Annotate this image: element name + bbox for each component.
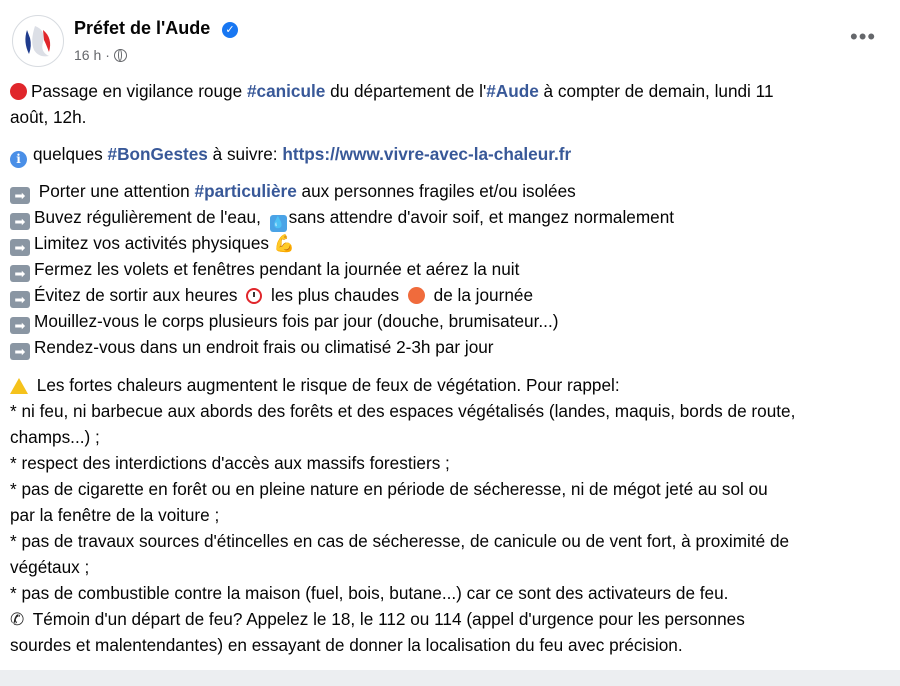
text: aux personnes fragiles et/ou isolées	[296, 181, 576, 201]
hashtag-aude[interactable]: #Aude	[486, 81, 539, 101]
text: du département de l'	[325, 81, 487, 101]
warning-line-4: * respect des interdictions d'accès aux massifs forestiers ;	[10, 453, 450, 473]
post-meta	[74, 47, 127, 63]
bullet-7	[10, 334, 494, 360]
bullet-6	[10, 308, 558, 334]
prefecture-logo-icon	[13, 16, 63, 66]
text: de la journée	[428, 285, 534, 305]
text: Passage en vigilance rouge	[31, 81, 247, 101]
post-time[interactable]: 16 h	[74, 47, 102, 63]
verified-badge-icon: ✓	[222, 22, 238, 38]
text: quelques	[33, 144, 108, 164]
right-arrow-icon: ➡	[10, 291, 30, 308]
page-avatar[interactable]	[12, 15, 64, 67]
right-arrow-icon: ➡	[10, 187, 30, 204]
bullet-3	[10, 230, 295, 257]
text: Limitez vos activités physiques	[34, 233, 274, 253]
warning-line-11: sourdes et malentendantes) en essayant de donner la localisation du feu avec précision.	[10, 635, 683, 655]
text: Fermez les volets et fenêtres pendant la journée et aérez la nuit	[34, 259, 520, 279]
text: sans attendre d'avoir soif, et mangez normalement	[288, 207, 675, 227]
red-circle-icon	[10, 83, 27, 100]
post-line-1	[10, 78, 774, 104]
text: Mouillez-vous le corps plusieurs fois par jour (douche, brumisateur...)	[34, 311, 559, 331]
bullet-5	[10, 282, 533, 308]
text: à suivre:	[207, 144, 283, 164]
bullet-1	[10, 178, 576, 204]
warning-line-7: * pas de travaux sources d'étincelles en cas de sécheresse, de canicule ou de vent fort, à proximité de	[10, 531, 790, 551]
right-arrow-icon: ➡	[10, 265, 30, 282]
warning-line-6: par la fenêtre de la voiture ;	[10, 505, 220, 525]
water-icon: 💧	[270, 215, 287, 232]
text: à compter de demain, lundi 11	[538, 81, 774, 101]
hashtag-bongestes[interactable]: #BonGestes	[107, 144, 208, 164]
text: Les fortes chaleurs augmentent le risque de feux de végétation. Pour rappel:	[32, 375, 620, 395]
post-line-2: août, 12h.	[10, 107, 87, 127]
post-line-3	[10, 141, 571, 168]
alarm-clock-icon	[246, 288, 262, 304]
post-footer-separator	[0, 670, 900, 686]
warning-line-2: * ni feu, ni barbecue aux abords des forêts et des espaces végétalisés (landes, maquis, bords de route,	[10, 401, 796, 421]
meta-separator: ·	[105, 47, 110, 63]
bullet-4	[10, 256, 519, 282]
right-arrow-icon: ➡	[10, 343, 30, 360]
text: Buvez régulièrement de l'eau,	[34, 207, 266, 227]
info-icon: i	[10, 151, 27, 168]
text: Témoin d'un départ de feu? Appelez le 18, le 112 ou 114 (appel d'urgence pour les personnes	[28, 609, 745, 629]
flexed-biceps-icon: 💪	[273, 234, 295, 253]
text: les plus chaudes	[266, 285, 404, 305]
warning-line-10	[10, 606, 745, 633]
more-options-button[interactable]: •••	[850, 24, 877, 49]
hot-face-icon	[408, 287, 425, 304]
warning-line-1	[10, 372, 620, 398]
warning-line-3: champs...) ;	[10, 427, 100, 447]
right-arrow-icon: ➡	[10, 239, 30, 256]
warning-line-5: * pas de cigarette en forêt ou en pleine nature en période de sécheresse, ni de mégot jeté au sol ou	[10, 479, 768, 499]
warning-line-9: * pas de combustible contre la maison (fuel, bois, butane...) car ce sont des activateurs de feu.	[10, 583, 729, 603]
page-name[interactable]: Préfet de l'Aude	[74, 18, 211, 38]
text: Évitez de sortir aux heures	[34, 285, 243, 305]
right-arrow-icon: ➡	[10, 213, 30, 230]
warning-line-8: végétaux ;	[10, 557, 90, 577]
warning-icon	[10, 378, 28, 394]
vivre-avec-la-chaleur-link[interactable]: https://www.vivre-avec-la-chaleur.fr	[282, 144, 572, 164]
text: Rendez-vous dans un endroit frais ou climatisé 2-3h par jour	[34, 337, 494, 357]
telephone-icon: ✆	[10, 610, 25, 629]
bullet-2	[10, 204, 674, 232]
right-arrow-icon: ➡	[10, 317, 30, 334]
globe-icon	[114, 49, 127, 62]
hashtag-canicule[interactable]: #canicule	[246, 81, 326, 101]
hashtag-particuliere[interactable]: #particulière	[194, 181, 297, 201]
text: Porter une attention	[34, 181, 195, 201]
